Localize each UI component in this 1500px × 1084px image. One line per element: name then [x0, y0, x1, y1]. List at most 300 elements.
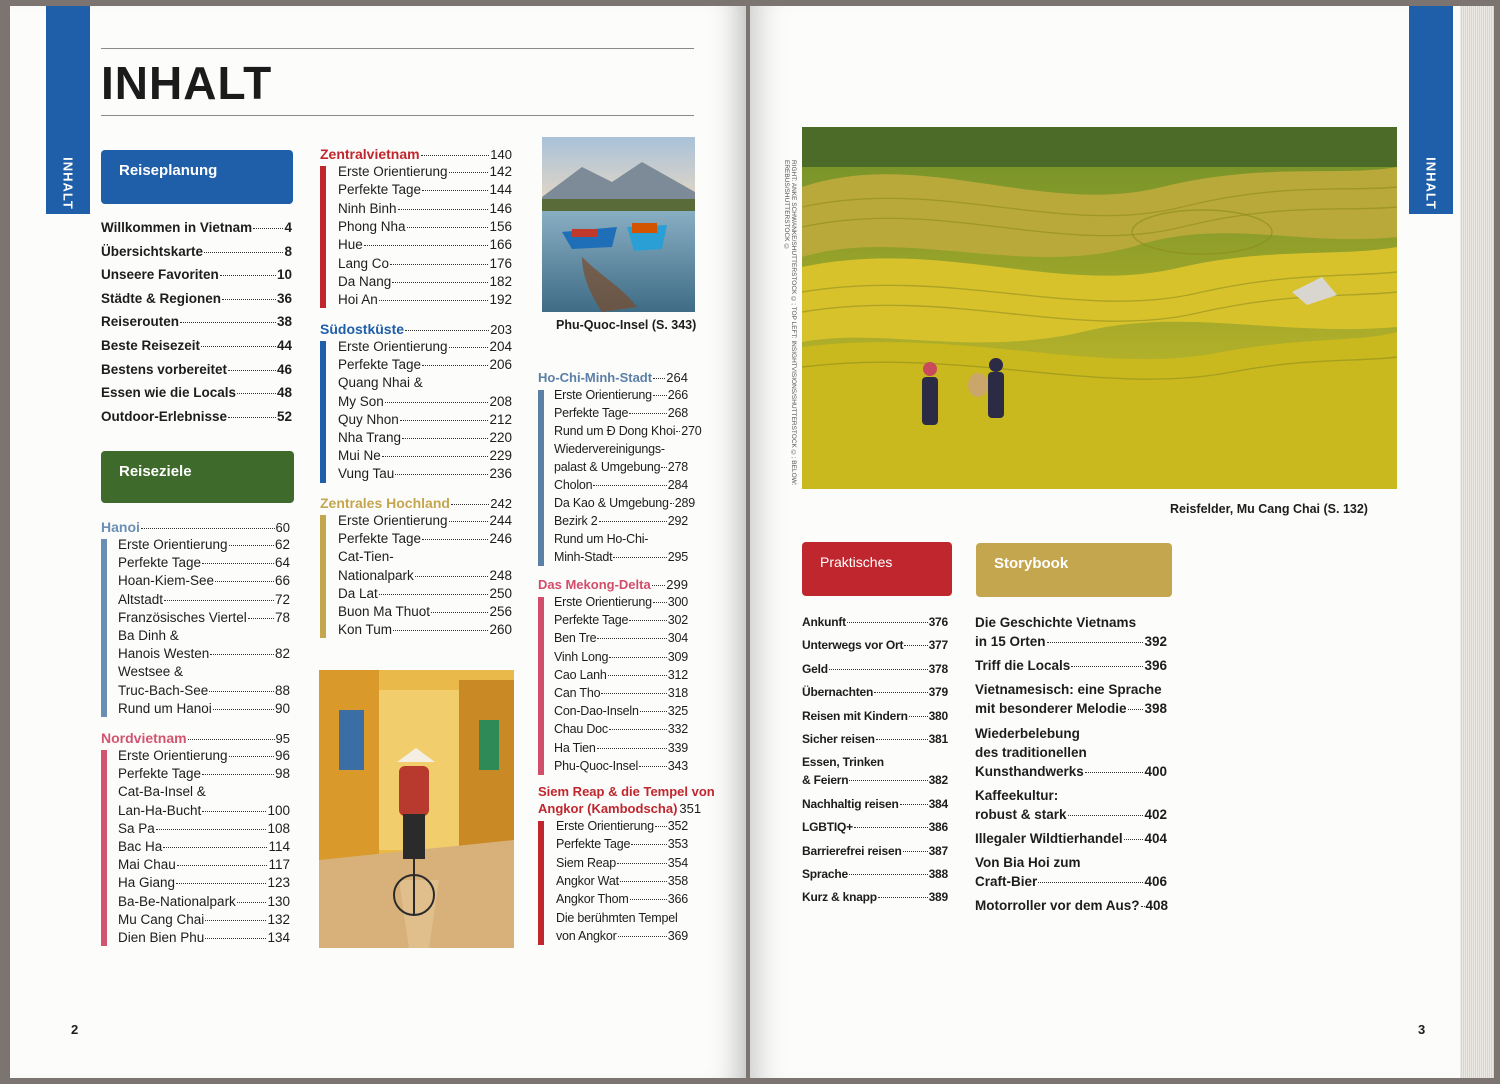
toc-entry-page: 384	[928, 796, 948, 811]
toc-entry-title: Can Tho	[554, 686, 601, 700]
toc-entry-title: Vietnamesisch: eine Sprache	[975, 682, 1162, 698]
toc-entry-page: 325	[667, 704, 688, 719]
toc-entry-page: 396	[1144, 658, 1167, 674]
toc-leader-dots	[156, 829, 267, 830]
toc-entry	[975, 658, 1167, 673]
toc-entry-page: 266	[667, 388, 688, 402]
toc-entry-title: Vinh Long	[554, 649, 609, 664]
toc-entry-title: Buon Ma Thuot	[338, 604, 431, 619]
toc-entry	[118, 537, 290, 552]
toc-leader-dots	[876, 739, 928, 740]
toc-entry	[802, 820, 948, 834]
side-tab-right: INHALT	[1409, 6, 1453, 214]
toc-entry	[118, 930, 290, 945]
toc-leader-dots	[202, 563, 274, 564]
toc-entry-title: Ha Tien	[554, 740, 596, 755]
page-title: INHALT	[101, 57, 273, 109]
toc-leader-dots	[220, 275, 276, 276]
toc-entry-title: Rund um Hanoi	[118, 700, 212, 716]
section-title: Siem Reap & die Tempel von	[538, 784, 715, 799]
toc-entry-title: Perfekte Tage	[338, 182, 422, 198]
toc-entry-title: Ninh Binh	[338, 200, 397, 216]
toc-entry-title: Erste Orientierung	[338, 339, 448, 354]
toc-entry	[118, 555, 290, 570]
toc-entry	[338, 375, 512, 390]
toc-leader-dots	[379, 300, 489, 301]
toc-leader-dots	[849, 780, 927, 781]
toc-entry-title: Willkommen in Vietnam	[101, 220, 253, 235]
toc-entry-title: Ankunft	[802, 615, 846, 629]
toc-entry	[101, 244, 292, 259]
toc-entry	[118, 912, 290, 927]
section-title-text: Nordvietnam	[101, 730, 187, 746]
toc-entry-title: Sa Pa	[118, 820, 155, 836]
toc-entry-title: Hue	[338, 237, 363, 253]
toc-entry-title: Rund um Ð Dong Khoi	[554, 424, 676, 438]
phu-quoc-photo	[542, 137, 695, 312]
toc-entry-title: Mu Cang Chai	[118, 911, 205, 927]
section-color-bar	[320, 341, 326, 483]
toc-entry	[556, 929, 688, 943]
toc-leader-dots	[176, 883, 266, 884]
toc-leader-dots	[1128, 709, 1144, 710]
toc-entry	[556, 911, 688, 925]
toc-entry-page: 408	[1145, 898, 1169, 914]
toc-leader-dots	[364, 245, 489, 246]
toc-entry	[802, 709, 948, 723]
praktisches-box: Praktisches	[802, 542, 952, 596]
toc-entry-page: 182	[489, 273, 512, 289]
toc-leader-dots	[201, 346, 276, 347]
toc-leader-dots	[177, 865, 268, 866]
toc-entry-title: Outdoor-Erlebnisse	[101, 408, 228, 424]
toc-leader-dots	[1085, 772, 1144, 773]
page-number-right: 3	[1418, 1022, 1426, 1037]
toc-leader-dots	[655, 826, 667, 827]
toc-entry-title: Minh-Stadt	[554, 550, 613, 564]
toc-entry	[118, 839, 290, 854]
toc-leader-dots	[909, 716, 928, 717]
toc-entry-title: Essen, Trinken	[802, 755, 884, 770]
toc-entry-title: Erste Orientierung	[554, 595, 652, 609]
section-title	[320, 146, 512, 162]
toc-entry-title: Perfekte Tage	[118, 555, 202, 571]
toc-entry-title: Hanois Westen	[118, 646, 210, 662]
toc-entry	[118, 683, 290, 698]
section-title-text: Hanoi	[101, 519, 140, 535]
section-title	[538, 577, 688, 592]
toc-entry-page: 318	[667, 686, 688, 700]
toc-entry-title: Nationalpark	[338, 567, 414, 583]
toc-entry-title: Lang Co	[338, 255, 390, 271]
toc-entry	[554, 668, 688, 682]
toc-entry-page: 381	[928, 732, 948, 746]
toc-entry-page: 387	[928, 843, 948, 858]
toc-entry-page: 379	[928, 685, 948, 700]
toc-entry	[556, 837, 688, 851]
toc-entry	[554, 613, 688, 627]
toc-entry-page: 156	[489, 218, 512, 234]
toc-leader-dots	[422, 365, 488, 366]
section-title-text: Das Mekong-Delta	[538, 577, 651, 592]
toc-entry-title: Cat-Ba-Insel &	[118, 784, 206, 800]
toc-entry	[101, 291, 292, 306]
toc-entry-title: Sicher reisen	[802, 732, 875, 746]
toc-leader-dots	[617, 863, 667, 864]
toc-entry-title: Hoi An	[338, 292, 378, 308]
toc-entry	[975, 874, 1167, 889]
toc-entry-page: 192	[489, 292, 512, 308]
toc-leader-dots	[188, 739, 275, 740]
toc-entry	[554, 460, 688, 474]
toc-entry-page: 378	[928, 661, 948, 676]
toc-entry-title: Quang Nhai &	[338, 375, 423, 391]
toc-entry-page: 284	[667, 478, 688, 492]
section-title-text: Ho-Chi-Minh-Stadt	[538, 370, 653, 385]
section-color-bar	[538, 821, 544, 945]
toc-entry-page: 256	[489, 604, 512, 619]
toc-leader-dots	[209, 691, 274, 692]
toc-entry	[338, 568, 512, 583]
toc-entry	[101, 314, 292, 329]
toc-entry-title: Reiserouten	[101, 314, 180, 330]
section-title-text: Zentralvietnam	[320, 146, 420, 162]
toc-entry-page: 244	[489, 513, 512, 528]
toc-entry	[554, 514, 688, 528]
reiseziele-box: Reiseziele	[101, 451, 294, 503]
toc-entry-title: Hoan-Kiem-See	[118, 573, 215, 589]
toc-leader-dots	[1071, 666, 1143, 667]
toc-entry	[554, 550, 688, 564]
toc-entry-page: 123	[267, 875, 290, 891]
toc-entry-title: Con-Dao-Inseln	[554, 704, 639, 719]
toc-entry-page: 10	[276, 267, 292, 283]
toc-entry-page: 339	[667, 740, 688, 755]
toc-entry-page: 260	[489, 622, 512, 638]
toc-entry-page: 144	[489, 182, 512, 198]
toc-entry-page: 52	[276, 408, 292, 424]
section-title-text: Zentrales Hochland	[320, 495, 450, 511]
toc-entry-page: 309	[667, 649, 688, 664]
toc-entry-title: Französisches Viertel	[118, 609, 247, 625]
toc-entry-page: 353	[667, 837, 688, 852]
toc-entry-title: Angkor Thom	[556, 892, 629, 907]
toc-entry-page: 352	[667, 819, 688, 833]
section-page: 264	[666, 370, 688, 385]
toc-entry-page: 295	[667, 550, 688, 564]
toc-leader-dots	[661, 467, 666, 468]
toc-entry-title: Bestens vorbereitet	[101, 361, 228, 377]
toc-entry	[554, 496, 695, 510]
toc-leader-dots	[253, 228, 283, 229]
toc-leader-dots	[597, 748, 667, 749]
section-page: 95	[275, 731, 290, 746]
toc-entry	[338, 622, 512, 637]
toc-entry-title: Perfekte Tage	[556, 837, 631, 852]
toc-entry-page: 270	[681, 424, 702, 438]
section-page: 60	[275, 520, 290, 535]
toc-entry	[554, 759, 688, 773]
toc-leader-dots	[390, 264, 488, 265]
toc-entry-title: des traditionellen	[975, 744, 1087, 760]
toc-entry-page: 312	[667, 667, 688, 682]
toc-entry	[118, 821, 290, 836]
toc-entry-title: Reisen mit Kindern	[802, 708, 908, 723]
toc-entry	[975, 788, 1167, 803]
toc-entry-page: 64	[274, 555, 290, 571]
toc-entry	[802, 662, 948, 676]
toc-entry-title: von Angkor	[556, 928, 617, 943]
toc-entry-page: 208	[489, 393, 512, 409]
toc-entry-page: 402	[1144, 806, 1167, 822]
toc-entry	[554, 595, 688, 609]
toc-leader-dots	[422, 190, 488, 191]
toc-entry	[338, 586, 512, 601]
toc-entry-title: mit besonderer Melodie	[975, 701, 1127, 717]
toc-leader-dots	[618, 936, 667, 937]
toc-entry-title: Siem Reap	[556, 855, 617, 870]
toc-entry-title: Unterwegs vor Ort	[802, 638, 904, 653]
toc-entry-title: Illegaler Wildtierhandel	[975, 831, 1123, 846]
toc-entry-page: 142	[489, 164, 512, 179]
phu-quoc-caption: Phu-Quoc-Insel (S. 343)	[556, 318, 697, 332]
toc-entry-page: 302	[667, 613, 688, 628]
toc-leader-dots	[599, 521, 667, 522]
toc-entry-title: Die berühmten Tempel	[556, 910, 678, 925]
toc-entry-page: 406	[1144, 874, 1167, 890]
toc-entry-title: Städte & Regionen	[101, 290, 222, 306]
toc-entry-page: 98	[274, 766, 290, 782]
toc-entry-title: Rund um Ho-Chi-	[554, 532, 649, 546]
toc-entry	[975, 764, 1167, 779]
toc-leader-dots	[653, 395, 667, 396]
toc-leader-dots	[402, 438, 488, 439]
toc-entry	[554, 442, 688, 456]
toc-entry	[338, 237, 512, 252]
toc-entry-page: 389	[928, 890, 948, 905]
toc-entry-title: Von Bia Hoi zum	[975, 855, 1081, 871]
toc-leader-dots	[229, 545, 274, 546]
page-number-left: 2	[71, 1022, 79, 1037]
toc-entry	[975, 615, 1167, 630]
toc-entry	[118, 784, 290, 799]
toc-entry	[338, 412, 512, 427]
toc-entry-page: 289	[674, 496, 695, 510]
toc-entry-page: 46	[276, 361, 292, 377]
toc-entry	[118, 701, 290, 716]
section-color-bar	[320, 166, 326, 308]
toc-entry	[338, 182, 512, 197]
toc-entry-page: 62	[274, 537, 290, 552]
toc-entry-title: Mai Chau	[118, 857, 176, 873]
toc-leader-dots	[449, 172, 489, 173]
toc-entry-title: Phong Nha	[338, 218, 406, 234]
toc-entry-title: & Feiern	[802, 773, 849, 788]
toc-leader-dots	[163, 847, 267, 848]
section-color-bar	[538, 390, 544, 566]
toc-entry-title: Erste Orientierung	[338, 513, 448, 528]
toc-entry-title: Truc-Bach-See	[118, 682, 209, 698]
toc-entry-title: Westsee &	[118, 664, 184, 680]
toc-entry	[802, 732, 948, 746]
toc-entry-page: 366	[667, 892, 688, 907]
toc-entry-page: 369	[667, 928, 688, 943]
section-page: 140	[490, 147, 512, 162]
toc-leader-dots	[1124, 839, 1144, 840]
toc-leader-dots	[415, 576, 489, 577]
toc-entry	[118, 610, 290, 625]
toc-entry	[975, 831, 1167, 846]
toc-leader-dots	[1068, 815, 1144, 816]
toc-leader-dots	[652, 585, 666, 586]
toc-leader-dots	[228, 370, 276, 371]
toc-entry-page: 250	[489, 585, 512, 601]
toc-entry	[338, 274, 512, 289]
toc-leader-dots	[395, 474, 488, 475]
toc-entry-title: Chau Doc	[554, 722, 608, 737]
toc-entry-title: Kaffeekultur:	[975, 787, 1059, 803]
toc-entry	[118, 894, 290, 909]
toc-entry	[802, 867, 948, 881]
toc-entry-title: Sprache	[802, 867, 848, 881]
toc-entry	[802, 615, 948, 629]
storybook-box: Storybook	[976, 543, 1172, 597]
toc-entry	[118, 803, 290, 818]
toc-entry-title: Erste Orientierung	[556, 819, 654, 833]
toc-entry-page: 358	[667, 873, 688, 888]
toc-leader-dots	[1141, 906, 1145, 907]
toc-entry-page: 90	[274, 700, 290, 716]
toc-entry	[101, 220, 292, 235]
toc-entry	[975, 634, 1167, 649]
rice-terraces-caption: Reisfelder, Mu Cang Chai (S. 132)	[1170, 502, 1368, 516]
section-page: 351	[679, 801, 702, 816]
toc-entry-page: 380	[928, 708, 948, 723]
toc-entry-title: Nachhaltig reisen	[802, 796, 899, 811]
toc-entry-title: Da Nang	[338, 273, 392, 289]
toc-leader-dots	[608, 675, 667, 676]
toc-entry	[556, 856, 688, 870]
toc-entry-page: 130	[267, 893, 290, 909]
toc-entry	[338, 357, 512, 372]
toc-entry	[101, 409, 292, 424]
toc-entry-title: Perfekte Tage	[554, 406, 629, 420]
toc-leader-dots	[180, 322, 276, 323]
section-title	[320, 321, 512, 337]
toc-entry-title: Phu-Quoc-Insel	[554, 758, 639, 773]
toc-entry-title: Erste Orientierung	[554, 388, 652, 402]
toc-entry	[802, 844, 948, 858]
toc-entry-page: 304	[667, 631, 688, 646]
toc-entry	[101, 385, 292, 400]
toc-entry	[118, 766, 290, 781]
toc-entry	[802, 638, 948, 652]
reiseplanung-box: Reiseplanung	[101, 150, 293, 204]
toc-entry-page: 117	[268, 857, 290, 873]
toc-entry	[802, 685, 948, 699]
book-page-edges	[1460, 6, 1494, 1078]
toc-entry-page: 166	[489, 237, 512, 253]
toc-entry-page: 66	[274, 573, 290, 589]
toc-leader-dots	[653, 602, 667, 603]
toc-entry	[554, 704, 688, 718]
toc-entry-title: Ba Dinh &	[118, 628, 179, 643]
side-tab-left: INHALT	[46, 6, 90, 214]
toc-leader-dots	[449, 347, 489, 348]
toc-entry	[554, 722, 688, 736]
toc-leader-dots	[210, 654, 274, 655]
toc-entry-page: 96	[274, 748, 290, 763]
toc-leader-dots	[609, 657, 666, 658]
toc-leader-dots	[141, 528, 275, 529]
toc-entry	[338, 292, 512, 307]
photo-credit: RIGHT: ANKE SCHWANKE/SHUTTERSTOCK ©; TOP LEFT: INSIGHTVISIONS/SHUTTERSTOCK ©; BELOW: EREBUS/SHUTTERSTOCK ©	[783, 160, 797, 486]
toc-entry	[118, 857, 290, 872]
toc-leader-dots	[213, 709, 274, 710]
toc-leader-dots	[400, 420, 489, 421]
toc-leader-dots	[379, 594, 489, 595]
toc-leader-dots	[237, 393, 276, 394]
toc-entry	[802, 773, 948, 787]
toc-entry-title: Da Lat	[338, 585, 378, 601]
toc-entry-page: 354	[667, 855, 688, 870]
toc-entry-title: Da Kao & Umgebung	[554, 496, 669, 510]
toc-entry-title: Perfekte Tage	[118, 766, 202, 782]
toc-entry	[554, 532, 688, 546]
section-color-bar	[101, 750, 107, 946]
toc-entry-title: Die Geschichte Vietnams	[975, 615, 1137, 630]
toc-entry-page: 268	[667, 406, 688, 420]
toc-entry	[338, 256, 512, 271]
toc-entry-title: Ba-Be-Nationalpark	[118, 893, 236, 909]
toc-entry	[554, 631, 688, 645]
toc-entry-title: Erste Orientierung	[118, 537, 228, 552]
toc-entry-page: 343	[667, 758, 688, 773]
toc-entry-page: 386	[928, 820, 948, 835]
section-title	[101, 730, 290, 746]
toc-entry-title: Dien Bien Phu	[118, 930, 205, 945]
toc-entry	[338, 448, 512, 463]
toc-entry	[802, 797, 948, 811]
toc-entry	[101, 362, 292, 377]
toc-leader-dots	[874, 692, 927, 693]
section-title	[101, 519, 290, 535]
toc-leader-dots	[421, 155, 490, 156]
toc-entry-page: 132	[267, 911, 290, 927]
toc-entry-page: 206	[489, 357, 512, 373]
toc-entry	[338, 430, 512, 445]
toc-entry-title: Erste Orientierung	[118, 748, 228, 763]
toc-entry	[338, 339, 512, 354]
toc-leader-dots	[398, 209, 489, 210]
toc-entry-title: Vung Tau	[338, 466, 395, 482]
section-title	[538, 801, 702, 816]
toc-leader-dots	[215, 581, 274, 582]
toc-entry-page: 72	[274, 591, 290, 607]
toc-entry-title: Lan-Ha-Bucht	[118, 802, 202, 818]
toc-entry-page: 300	[667, 595, 688, 609]
toc-leader-dots	[449, 521, 489, 522]
toc-entry-page: 377	[928, 638, 948, 653]
toc-entry-title: robust & stark	[975, 806, 1067, 822]
toc-entry	[338, 604, 512, 619]
toc-entry-page: 398	[1144, 701, 1167, 717]
toc-leader-dots	[202, 774, 274, 775]
toc-entry	[975, 682, 1167, 697]
toc-entry-page: 114	[268, 839, 290, 854]
toc-leader-dots	[164, 600, 274, 601]
toc-entry-page: 204	[489, 339, 512, 354]
